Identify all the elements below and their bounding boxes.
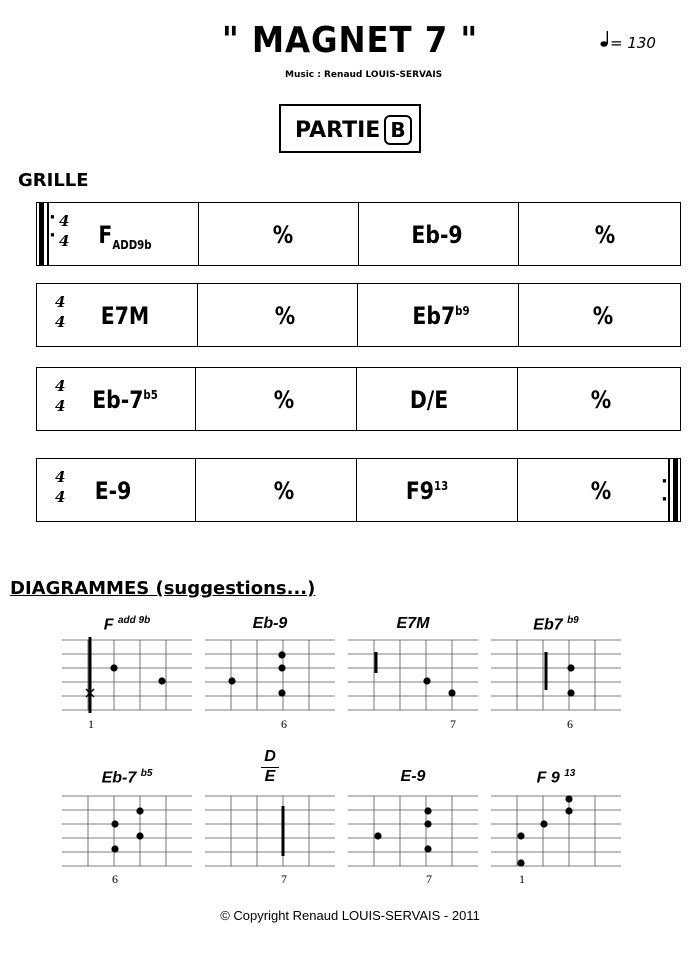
chord-symbol: E7M <box>100 302 150 330</box>
diagram-chord-name: Eb7 $^{b9}$ <box>533 615 579 634</box>
chord-diagram <box>348 615 478 733</box>
finger-dot <box>111 845 118 852</box>
time-signature: 4 4 <box>59 212 70 250</box>
fretboard-grid <box>62 768 192 872</box>
fret-number: 1 <box>519 872 525 886</box>
grille-row-2 <box>36 283 681 347</box>
chord-diagram <box>491 615 621 733</box>
fretboard-grid <box>348 615 478 717</box>
chord-symbol: E-9 <box>94 477 132 505</box>
grille-row-4 <box>36 458 681 522</box>
finger-dot <box>424 845 431 852</box>
bar-line <box>356 459 357 521</box>
section-box <box>279 104 421 153</box>
fret-number: 7 <box>450 717 456 731</box>
diagrams-heading: DIAGRAMMES (suggestions...) <box>10 578 316 599</box>
chord-symbol: $Eb7^{b9}$ <box>412 302 470 330</box>
barre-mark <box>375 652 378 673</box>
chord-symbol: % <box>272 221 294 249</box>
tempo-value: = 130 <box>610 34 656 52</box>
finger-dot <box>565 795 572 802</box>
finger-dot <box>136 807 143 814</box>
bar-line <box>198 203 199 265</box>
bar-line <box>517 368 518 430</box>
diagram-chord-numerator: D <box>264 748 276 765</box>
fretboard-grid <box>205 748 335 872</box>
bar-line <box>358 203 359 265</box>
bar-line <box>518 284 519 346</box>
chord-diagram <box>205 748 335 888</box>
time-signature: 4 4 <box>55 293 66 331</box>
finger-dot <box>423 677 430 684</box>
finger-dot <box>540 820 547 827</box>
finger-dot <box>424 820 431 827</box>
fret-number: 1 <box>88 717 94 731</box>
bar-line <box>357 284 358 346</box>
tempo-marking <box>600 30 656 52</box>
diagram-chord-name: E7M <box>396 615 430 632</box>
end-repeat-thick-bar <box>673 458 678 522</box>
chord-symbol: % <box>274 302 296 330</box>
bar-line <box>197 284 198 346</box>
finger-dot <box>228 677 235 684</box>
chord-symbol: % <box>590 477 612 505</box>
start-repeat-dots: · · <box>49 207 56 246</box>
chord-symbol: $F_{ADD9b}$ <box>98 221 152 252</box>
finger-dot <box>567 689 574 696</box>
time-signature: 4 4 <box>55 377 66 415</box>
finger-dot <box>136 832 143 839</box>
grille-row-1 <box>36 202 681 266</box>
chord-diagram <box>205 615 335 733</box>
finger-dot <box>158 677 165 684</box>
finger-dot <box>565 807 572 814</box>
bar-line <box>517 459 518 521</box>
barre-mark <box>89 637 92 713</box>
finger-dot <box>517 859 524 866</box>
fretboard-grid <box>205 615 335 717</box>
finger-dot <box>278 664 285 671</box>
diagram-chord-name: F $^{add 9b}$ <box>103 615 151 634</box>
section-label: PARTIE <box>295 118 381 143</box>
section-heading <box>295 115 412 145</box>
start-repeat-thick-bar <box>39 202 44 266</box>
finger-dot <box>517 832 524 839</box>
finger-dot <box>424 807 431 814</box>
fret-number: 6 <box>567 717 573 731</box>
chord-symbol: D/E <box>409 386 449 414</box>
end-repeat-thin-bar <box>668 458 670 522</box>
chord-symbol: $Eb-7^{b5}$ <box>92 386 158 414</box>
copyright-footer: © Copyright Renaud LOUIS-SERVAIS - 2011 <box>220 908 480 923</box>
fret-number: 7 <box>426 872 432 886</box>
chord-symbol: % <box>273 477 295 505</box>
fretboard-grid <box>491 768 621 872</box>
chord-diagram <box>62 768 192 888</box>
quarter-note-icon <box>600 30 610 52</box>
fretboard-grid <box>348 768 478 872</box>
chord-diagram <box>62 615 192 733</box>
chord-symbol: % <box>590 386 612 414</box>
fret-number: 6 <box>112 872 118 886</box>
finger-dot <box>278 651 285 658</box>
grille-row-3 <box>36 367 681 431</box>
chord-diagram <box>491 768 621 888</box>
diagram-chord-denominator: E <box>264 768 276 785</box>
fret-number: 6 <box>281 717 287 731</box>
chord-symbol: % <box>592 302 614 330</box>
finger-dot <box>110 664 117 671</box>
bar-line <box>518 203 519 265</box>
grille-heading: GRILLE <box>18 170 89 191</box>
music-credit: Music : Renaud LOUIS-SERVAIS <box>285 70 443 80</box>
fretboard-grid <box>491 615 621 717</box>
end-repeat-dots: · · <box>661 471 668 510</box>
chord-symbol: $F9^{13}$ <box>405 477 449 505</box>
diagram-chord-name: Eb-9 <box>252 615 288 632</box>
bar-line <box>356 368 357 430</box>
time-signature: 4 4 <box>55 468 66 506</box>
finger-dot <box>374 832 381 839</box>
finger-dot <box>278 689 285 696</box>
bar-line <box>195 459 196 521</box>
chord-symbol: Eb-9 <box>411 221 463 249</box>
fret-number: 7 <box>281 872 287 886</box>
fretboard-grid <box>62 615 192 717</box>
song-title: " MAGNET 7 " <box>221 20 479 61</box>
barre-mark <box>545 652 548 690</box>
diagram-chord-name: E-9 <box>400 768 426 785</box>
diagram-chord-name: F 9 $^{13}$ <box>536 768 576 787</box>
bar-line <box>195 368 196 430</box>
barre-mark <box>282 806 285 856</box>
diagram-chord-name: Eb-7 $^{b5}$ <box>101 768 153 787</box>
finger-dot <box>111 820 118 827</box>
chord-symbol: % <box>273 386 295 414</box>
section-letter: B <box>384 115 411 145</box>
finger-dot <box>448 689 455 696</box>
chord-symbol: % <box>594 221 616 249</box>
finger-dot <box>567 664 574 671</box>
chord-diagram <box>348 768 478 888</box>
